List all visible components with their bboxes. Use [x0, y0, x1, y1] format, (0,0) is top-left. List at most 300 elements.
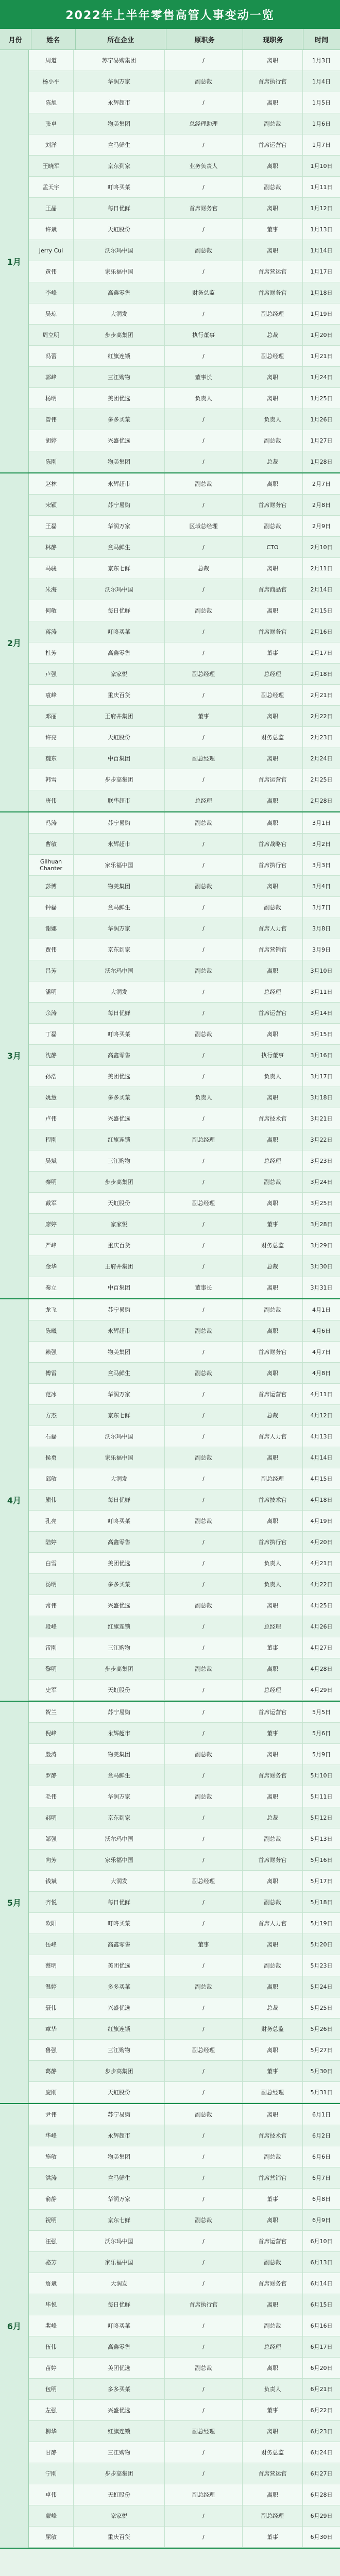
table-row — [29, 198, 340, 219]
person-name: 杨小平 — [29, 71, 74, 92]
new-title: 副总裁 — [243, 1892, 303, 1912]
old-title: 执行董事 — [165, 325, 243, 345]
new-title: 首席技术官 — [243, 2125, 303, 2146]
new-title: 离职 — [243, 1786, 303, 1807]
company: 每日优鲜 — [74, 2294, 165, 2315]
company: 天虹股份 — [74, 2484, 165, 2505]
person-name: 张卓 — [29, 113, 74, 134]
person-name: 王晶 — [29, 198, 74, 218]
date: 6月2日 — [312, 2132, 331, 2139]
person-name: 范冰 — [29, 1384, 74, 1404]
person-name: 伍伟 — [29, 2336, 74, 2357]
date: 4月1日 — [312, 1306, 331, 1313]
person-name: 余涛 — [29, 1003, 74, 1023]
new-title: 董事 — [243, 1637, 303, 1658]
old-title: 首席执行官 — [165, 2294, 243, 2315]
new-title: 离职 — [243, 2421, 303, 2442]
new-title: 离职 — [243, 1447, 303, 1468]
person-name: 邓丽 — [29, 706, 74, 726]
person-name: 葛静 — [29, 2061, 74, 2081]
table-row — [29, 303, 340, 325]
person-name: 邹强 — [29, 1828, 74, 1849]
new-title: 副总裁 — [243, 1828, 303, 1849]
old-title: / — [165, 2442, 243, 2463]
table-row — [29, 727, 340, 748]
date: 3月25日 — [310, 1199, 333, 1207]
person-name: 龙飞 — [29, 1299, 74, 1320]
date: 3月10日 — [310, 967, 333, 974]
new-title: 董事 — [243, 2061, 303, 2081]
table-row — [29, 981, 340, 1003]
old-title: 副总裁 — [165, 1786, 243, 1807]
table-row — [29, 1129, 340, 1150]
person-name: 陆婷 — [29, 1532, 74, 1552]
company: 京东到家 — [74, 156, 165, 176]
date: 4月6日 — [312, 1327, 331, 1334]
month-section — [0, 50, 340, 473]
month-section — [0, 812, 340, 1299]
table-row — [29, 1680, 340, 1701]
old-title: 副总裁 — [165, 1744, 243, 1765]
old-title: 副总裁 — [165, 1447, 243, 1468]
date: 3月22日 — [310, 1136, 333, 1143]
new-title: 离职 — [243, 2104, 303, 2125]
date: 2月7日 — [312, 480, 331, 487]
person-name: 周道 — [29, 50, 74, 71]
table-row — [29, 113, 340, 134]
table-row — [29, 1045, 340, 1066]
company: 步步高集团 — [74, 2463, 165, 2484]
old-title: 财务总监 — [165, 282, 243, 303]
new-title: 离职 — [243, 50, 303, 71]
month-label: 3月 — [0, 812, 29, 1298]
date: 4月14日 — [310, 1454, 333, 1461]
person-name: 屈敏 — [29, 2527, 74, 2547]
table-row — [29, 219, 340, 240]
person-name: 金华 — [29, 1256, 74, 1277]
new-title: 财务总监 — [243, 1235, 303, 1256]
new-title: 负责人 — [243, 1553, 303, 1573]
person-name: 傅雷 — [29, 1363, 74, 1383]
new-title: 首席人力官 — [243, 1913, 303, 1934]
table-row — [29, 834, 340, 855]
date: 5月13日 — [310, 1835, 333, 1842]
company: 三江购物 — [74, 2442, 165, 2463]
table-row — [29, 1108, 340, 1129]
old-title: / — [165, 2146, 243, 2167]
table-row — [29, 1871, 340, 1892]
table-row — [29, 1405, 340, 1426]
person-name: 欧阳 — [29, 1913, 74, 1934]
new-title: 首席运营官 — [243, 134, 303, 155]
new-title: 离职 — [243, 1934, 303, 1955]
old-title: / — [165, 1342, 243, 1362]
person-name: 王磊 — [29, 516, 74, 536]
date: 6月17日 — [310, 2343, 333, 2350]
old-title: 副总经理 — [165, 664, 243, 684]
new-title: 首席人力官 — [243, 1426, 303, 1447]
table-row — [29, 2273, 340, 2294]
new-title: 离职 — [243, 2040, 303, 2060]
new-title: 总经理 — [243, 664, 303, 684]
date: 1月28日 — [310, 458, 333, 465]
date: 3月23日 — [310, 1157, 333, 1164]
person-name: 胡婷 — [29, 430, 74, 451]
date: 2月25日 — [310, 776, 333, 783]
table-row — [29, 664, 340, 685]
table-row — [29, 1277, 340, 1298]
new-title: 财务总监 — [243, 727, 303, 748]
new-title: 首席营销官 — [243, 2167, 303, 2188]
company: 盒马鲜生 — [74, 1363, 165, 1383]
person-name: Jerry Cui — [29, 240, 74, 261]
person-name: 潘明 — [29, 981, 74, 1002]
table-row — [29, 1468, 340, 1489]
old-title: / — [165, 2400, 243, 2420]
date: 2月22日 — [310, 713, 333, 720]
old-title: / — [165, 2167, 243, 2188]
person-name: 杜芳 — [29, 642, 74, 663]
company: 盒马鲜生 — [74, 537, 165, 557]
person-name: 卢伟 — [29, 1108, 74, 1129]
date: 4月26日 — [310, 1623, 333, 1630]
table-row — [29, 2082, 340, 2103]
company: 家家悦 — [74, 1214, 165, 1234]
old-title: 总经理 — [165, 790, 243, 811]
new-title: 离职 — [243, 706, 303, 726]
company: 每日优鲜 — [74, 1003, 165, 1023]
date: 4月25日 — [310, 1602, 333, 1609]
table-row — [29, 600, 340, 621]
old-title: / — [165, 1892, 243, 1912]
company: 三江购物 — [74, 1637, 165, 1658]
company: 永辉超市 — [74, 1320, 165, 1341]
new-title: 总裁 — [243, 325, 303, 345]
new-title: 首席人力官 — [243, 918, 303, 939]
date: 6月15日 — [310, 2301, 333, 2308]
person-name: 马骏 — [29, 558, 74, 579]
table-row — [29, 1765, 340, 1786]
new-title: 离职 — [243, 558, 303, 579]
new-title: 离职 — [243, 2484, 303, 2505]
old-title: / — [165, 1553, 243, 1573]
company: 天虹股份 — [74, 1680, 165, 1700]
table-row — [29, 558, 340, 579]
old-title: 副总经理 — [165, 748, 243, 769]
new-title: 首席商品官 — [243, 579, 303, 600]
person-name: 曾伟 — [29, 409, 74, 430]
header-old-title: 原职务 — [166, 29, 244, 49]
table-row — [29, 918, 340, 939]
old-title: / — [165, 918, 243, 939]
date: 2月14日 — [310, 586, 333, 593]
table-row — [29, 92, 340, 113]
date: 5月10日 — [310, 1772, 333, 1779]
date: 5月11日 — [310, 1793, 333, 1800]
new-title: 首席财务官 — [243, 1342, 303, 1362]
date: 1月17日 — [310, 268, 333, 275]
old-title: / — [165, 1680, 243, 1700]
new-title: 离职 — [243, 198, 303, 218]
table-row — [29, 516, 340, 537]
table-row — [29, 2463, 340, 2484]
company: 永辉超市 — [74, 834, 165, 854]
old-title: / — [165, 1765, 243, 1786]
new-title: 首席执行官 — [243, 1532, 303, 1552]
table-row — [29, 1807, 340, 1828]
table-row — [29, 1426, 340, 1447]
company: 高鑫零售 — [74, 1045, 165, 1065]
company: 步步高集团 — [74, 325, 165, 345]
table-row — [29, 388, 340, 409]
old-title: / — [165, 2125, 243, 2146]
table-row — [29, 1489, 340, 1511]
company: 京东七鲜 — [74, 558, 165, 579]
company: 大润发 — [74, 303, 165, 324]
company: 高鑫零售 — [74, 1934, 165, 1955]
company: 红旗连锁 — [74, 2421, 165, 2442]
month-rows — [29, 812, 340, 1298]
person-name: 孙浩 — [29, 1066, 74, 1087]
person-name: 俞静 — [29, 2189, 74, 2209]
old-title: / — [165, 2252, 243, 2273]
new-title: 首席财务官 — [243, 495, 303, 515]
old-title: / — [165, 1828, 243, 1849]
date: 6月14日 — [310, 2280, 333, 2287]
month-section — [0, 1299, 340, 1702]
date: 2月11日 — [310, 565, 333, 572]
date: 2月18日 — [310, 670, 333, 677]
table-row — [29, 2167, 340, 2189]
table-row — [29, 409, 340, 430]
company: 华润万家 — [74, 1384, 165, 1404]
company: 重庆百货 — [74, 2527, 165, 2547]
table-row — [29, 50, 340, 71]
old-title: / — [165, 92, 243, 113]
company: 永辉超市 — [74, 473, 165, 494]
table-row — [29, 1447, 340, 1468]
old-title: / — [165, 1066, 243, 1087]
company: 叮咚买菜 — [74, 1913, 165, 1934]
company: 多多买菜 — [74, 1574, 165, 1595]
new-title: 副总裁 — [243, 2146, 303, 2167]
person-name: 许斌 — [29, 219, 74, 240]
table-row — [29, 748, 340, 769]
person-name: 赵林 — [29, 473, 74, 494]
company: 三江购物 — [74, 2040, 165, 2060]
new-title: 离职 — [243, 812, 303, 833]
new-title: CTO — [243, 537, 303, 557]
company: 美团优选 — [74, 388, 165, 409]
company: 物美集团 — [74, 1342, 165, 1362]
table-row — [29, 1532, 340, 1553]
old-title: / — [165, 50, 243, 71]
month-rows — [29, 473, 340, 811]
old-title: / — [165, 2379, 243, 2399]
table-row — [29, 1235, 340, 1256]
new-title: 离职 — [243, 92, 303, 113]
company: 天虹股份 — [74, 2082, 165, 2103]
date: 1月25日 — [310, 395, 333, 402]
company: 华润万家 — [74, 71, 165, 92]
old-title: / — [165, 897, 243, 918]
company: 美团优选 — [74, 2358, 165, 2378]
company: 苏宁易购集团 — [74, 50, 165, 71]
old-title: / — [165, 855, 243, 875]
table-row — [29, 134, 340, 156]
date: 2月16日 — [310, 628, 333, 635]
company: 家乐福中国 — [74, 2252, 165, 2273]
person-name: 苗婷 — [29, 2358, 74, 2378]
person-name: 宋颖 — [29, 495, 74, 515]
company: 多多买菜 — [74, 1087, 165, 1108]
old-title: / — [165, 1702, 243, 1722]
old-title: / — [165, 1807, 243, 1828]
date: 6月9日 — [312, 2216, 331, 2224]
date: 6月22日 — [310, 2406, 333, 2414]
company: 中百集团 — [74, 748, 165, 769]
person-name: 程刚 — [29, 1129, 74, 1150]
new-title: 离职 — [243, 1193, 303, 1213]
new-title: 离职 — [243, 1129, 303, 1150]
company: 盒马鲜生 — [74, 2167, 165, 2188]
date: 3月1日 — [312, 819, 331, 826]
old-title: 副总裁 — [165, 473, 243, 494]
old-title: / — [165, 303, 243, 324]
new-title: 首席运营官 — [243, 1702, 303, 1722]
new-title: 离职 — [243, 367, 303, 387]
month-label: 4月 — [0, 1299, 29, 1701]
new-title: 副总经理 — [243, 2082, 303, 2103]
person-name: 柳华 — [29, 2421, 74, 2442]
new-title: 首席营销官 — [243, 939, 303, 960]
old-title: / — [165, 1850, 243, 1870]
old-title: / — [165, 981, 243, 1002]
date: 5月6日 — [312, 1730, 331, 1737]
person-name: 陈旭 — [29, 92, 74, 113]
old-title: 副总经理 — [165, 1871, 243, 1891]
old-title: / — [165, 1256, 243, 1277]
date: 6月29日 — [310, 2512, 333, 2519]
company: 中百集团 — [74, 1277, 165, 1298]
person-name: 彭博 — [29, 876, 74, 896]
month-rows — [29, 2104, 340, 2548]
new-title: 首席营运官 — [243, 2463, 303, 2484]
new-title: 首席执行官 — [243, 855, 303, 875]
new-title: 首席运营官 — [243, 1003, 303, 1023]
old-title: 董事长 — [165, 367, 243, 387]
person-name: 包明 — [29, 2379, 74, 2399]
new-title: 副总裁 — [243, 897, 303, 918]
date: 5月12日 — [310, 1814, 333, 1821]
date: 4月21日 — [310, 1560, 333, 1567]
table-row — [29, 790, 340, 811]
date: 6月27日 — [310, 2470, 333, 2477]
company: 苏宁易购 — [74, 1702, 165, 1722]
table-row — [29, 367, 340, 388]
table-row — [29, 1850, 340, 1871]
company: 高鑫零售 — [74, 642, 165, 663]
person-name: 姚慧 — [29, 1087, 74, 1108]
old-title: 副总裁 — [165, 812, 243, 833]
company: 高鑫零售 — [74, 1532, 165, 1552]
old-title: 董事 — [165, 706, 243, 726]
company: 沃尔玛中国 — [74, 2231, 165, 2251]
header-new-title: 现职务 — [243, 29, 303, 49]
date: 4月12日 — [310, 1412, 333, 1419]
table-row — [29, 1616, 340, 1637]
table-row — [29, 2104, 340, 2125]
table-row — [29, 2252, 340, 2273]
table-row — [29, 621, 340, 642]
table-row — [29, 2379, 340, 2400]
table-row — [29, 473, 340, 495]
company: 叮咚买菜 — [74, 2315, 165, 2336]
company: 京东到家 — [74, 939, 165, 960]
person-name: 卓伟 — [29, 2484, 74, 2505]
new-title: 执行董事 — [243, 1045, 303, 1065]
old-title: / — [165, 537, 243, 557]
new-title: 离职 — [243, 473, 303, 494]
person-name: 甘静 — [29, 2442, 74, 2463]
person-name: 孟天宇 — [29, 177, 74, 197]
table-row — [29, 1024, 340, 1045]
company: 联华超市 — [74, 790, 165, 811]
person-name: 黄伟 — [29, 261, 74, 282]
new-title: 负责人 — [243, 1574, 303, 1595]
person-name: 秦立 — [29, 1277, 74, 1298]
new-title: 离职 — [243, 1871, 303, 1891]
old-title: / — [165, 177, 243, 197]
date: 1月13日 — [310, 226, 333, 233]
date: 4月13日 — [310, 1433, 333, 1440]
date: 3月30日 — [310, 1263, 333, 1270]
company: 物美集团 — [74, 113, 165, 134]
company: 盒马鲜生 — [74, 134, 165, 155]
person-name: 赖强 — [29, 1342, 74, 1362]
old-title: / — [165, 2061, 243, 2081]
company: 美团优选 — [74, 1955, 165, 1976]
new-title: 副总经理 — [243, 303, 303, 324]
new-title: 副总经理 — [243, 346, 303, 366]
date: 4月27日 — [310, 1644, 333, 1651]
table-row — [29, 897, 340, 918]
new-title: 首席执行官 — [243, 71, 303, 92]
person-name: 温婷 — [29, 1976, 74, 1997]
old-title: / — [165, 2315, 243, 2336]
person-name: 裴峰 — [29, 2315, 74, 2336]
company: 大润发 — [74, 1468, 165, 1489]
new-title: 副总裁 — [243, 430, 303, 451]
person-name: 祝明 — [29, 2210, 74, 2230]
old-title: / — [165, 409, 243, 430]
date: 1月3日 — [312, 57, 331, 64]
old-title: 副总裁 — [165, 1511, 243, 1531]
old-title: / — [165, 1489, 243, 1510]
person-name: 林静 — [29, 537, 74, 557]
person-name: 许亮 — [29, 727, 74, 748]
table-row — [29, 1828, 340, 1850]
new-title: 副总裁 — [243, 177, 303, 197]
date: 6月7日 — [312, 2174, 331, 2181]
old-title: 业务负责人 — [165, 156, 243, 176]
company: 美团优选 — [74, 1553, 165, 1573]
old-title: / — [165, 219, 243, 240]
old-title: 区域总经理 — [165, 516, 243, 536]
new-title: 副总裁 — [243, 2315, 303, 2336]
old-title: / — [165, 769, 243, 790]
table-row — [29, 642, 340, 664]
